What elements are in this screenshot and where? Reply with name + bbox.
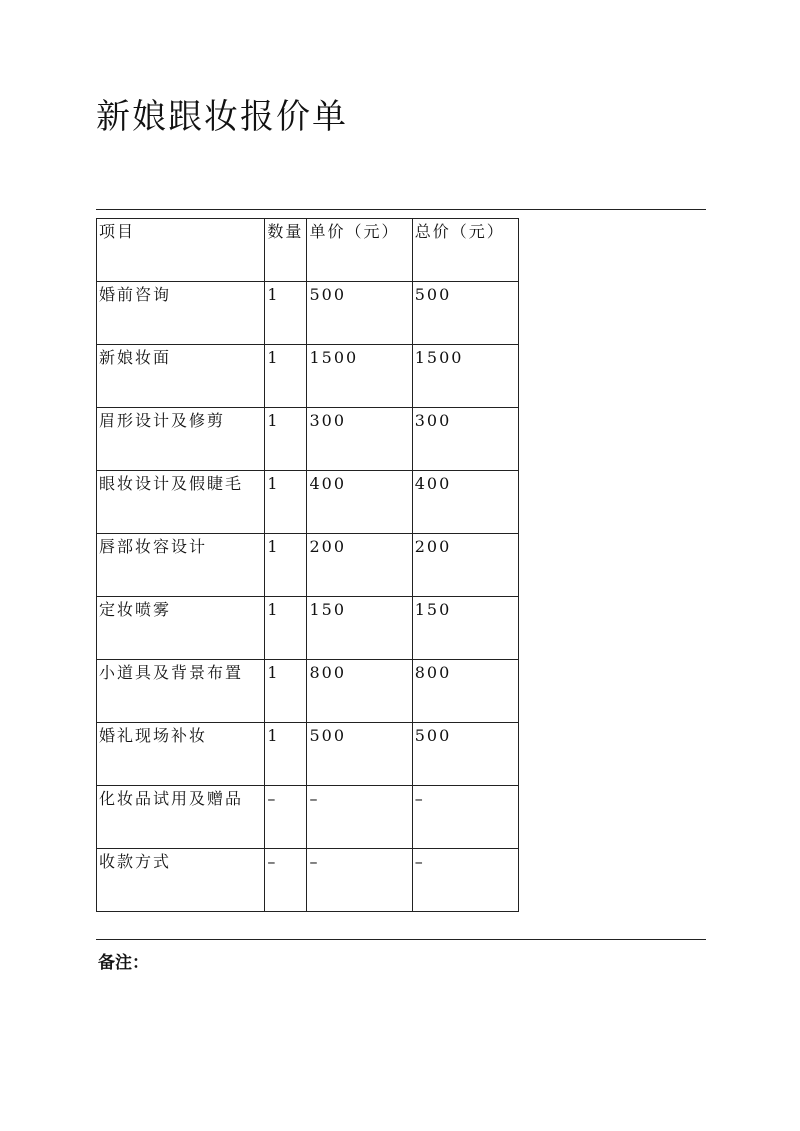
quote-table <box>96 218 519 912</box>
table-row <box>97 408 519 471</box>
unit-price-cell: 800 <box>307 660 412 723</box>
total-price-cell: – <box>412 786 518 849</box>
table-row <box>97 534 519 597</box>
total-price-cell: 800 <box>412 660 518 723</box>
item-cell: 眼妆设计及假睫毛 <box>97 471 265 534</box>
quantity-cell: 1 <box>265 597 307 660</box>
item-cell: 收款方式 <box>97 849 265 912</box>
total-price-cell: – <box>412 849 518 912</box>
total-price-cell: 1500 <box>412 345 518 408</box>
unit-price-cell: 500 <box>307 723 412 786</box>
unit-price-cell: 200 <box>307 534 412 597</box>
total-price-cell: 200 <box>412 534 518 597</box>
total-price-cell: 400 <box>412 471 518 534</box>
item-cell: 小道具及背景布置 <box>97 660 265 723</box>
item-cell: 化妆品试用及赠品 <box>97 786 265 849</box>
remark-label: 备注： <box>98 953 149 973</box>
total-price-cell: 500 <box>412 723 518 786</box>
table-row <box>97 597 519 660</box>
item-cell: 婚前咨询 <box>97 282 265 345</box>
item-cell: 唇部妆容设计 <box>97 534 265 597</box>
table-header-row <box>97 219 519 282</box>
page-title: 新娘跟妆报价单 <box>96 97 348 137</box>
quantity-cell: 1 <box>265 534 307 597</box>
quantity-cell: 1 <box>265 345 307 408</box>
item-cell: 定妆喷雾 <box>97 597 265 660</box>
quantity-cell: 1 <box>265 660 307 723</box>
item-cell: 新娘妆面 <box>97 345 265 408</box>
table-row <box>97 345 519 408</box>
unit-price-cell: 400 <box>307 471 412 534</box>
total-price-cell: 500 <box>412 282 518 345</box>
header-quantity: 数量 <box>265 219 307 282</box>
table-row <box>97 723 519 786</box>
unit-price-cell: – <box>307 849 412 912</box>
table-row <box>97 849 519 912</box>
table-row <box>97 786 519 849</box>
unit-price-cell: 500 <box>307 282 412 345</box>
item-cell: 婚礼现场补妆 <box>97 723 265 786</box>
table-row <box>97 282 519 345</box>
quantity-cell: 1 <box>265 471 307 534</box>
quantity-cell: 1 <box>265 408 307 471</box>
unit-price-cell: 1500 <box>307 345 412 408</box>
quantity-cell: – <box>265 849 307 912</box>
unit-price-cell: – <box>307 786 412 849</box>
header-total-price: 总价（元） <box>412 219 518 282</box>
bottom-divider <box>96 939 706 940</box>
total-price-cell: 150 <box>412 597 518 660</box>
unit-price-cell: 300 <box>307 408 412 471</box>
header-item: 项目 <box>97 219 265 282</box>
top-divider <box>96 209 706 210</box>
quantity-cell: – <box>265 786 307 849</box>
unit-price-cell: 150 <box>307 597 412 660</box>
quantity-cell: 1 <box>265 723 307 786</box>
header-unit-price: 单价（元） <box>307 219 412 282</box>
total-price-cell: 300 <box>412 408 518 471</box>
table-row <box>97 660 519 723</box>
item-cell: 眉形设计及修剪 <box>97 408 265 471</box>
table-row <box>97 471 519 534</box>
quantity-cell: 1 <box>265 282 307 345</box>
